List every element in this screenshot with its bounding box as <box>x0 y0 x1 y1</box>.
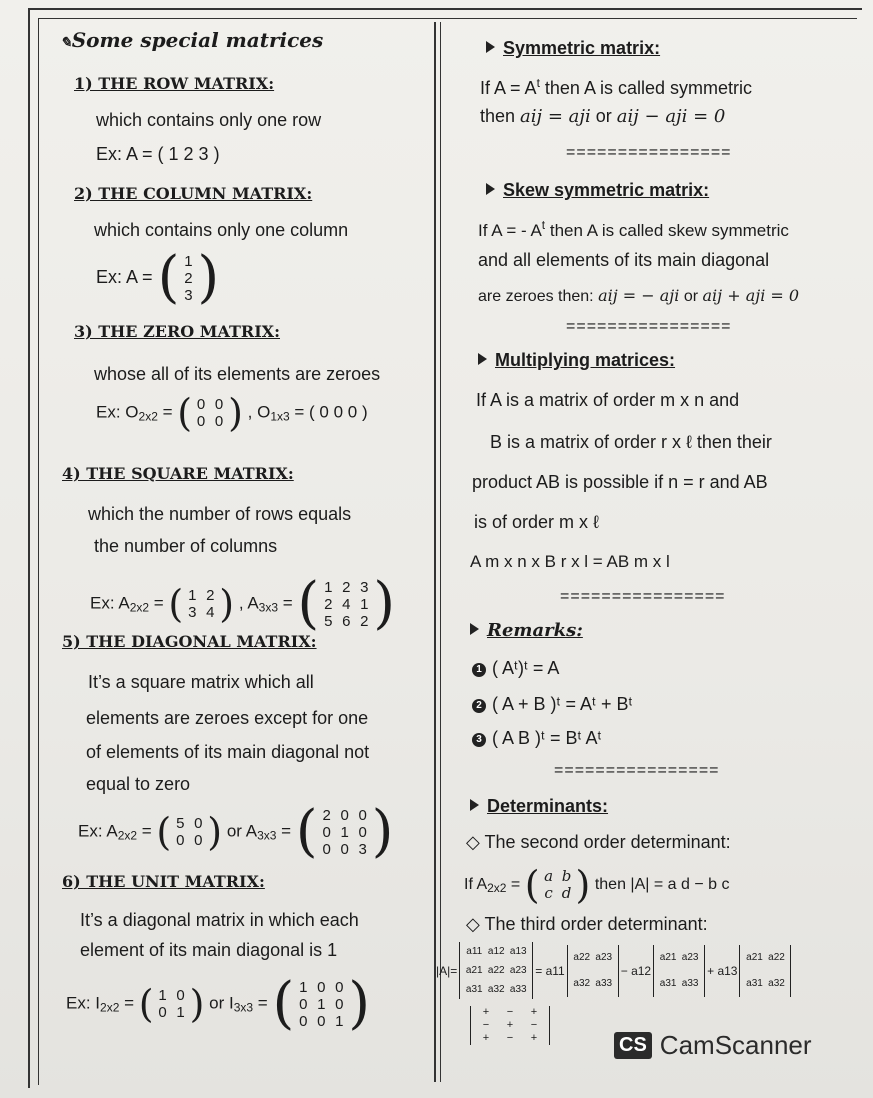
skew-line1: If A = - $A^t$ then A is called skew symmetric <box>478 218 789 240</box>
arrow-icon <box>470 799 479 811</box>
column-divider <box>434 22 436 1082</box>
diamond-icon: ◇ <box>466 832 480 852</box>
arrow-icon <box>486 183 495 195</box>
unit-desc1: It’s a diagonal matrix in which each <box>80 910 359 930</box>
row-matrix-heading: 1) THE ROW MATRIX: <box>74 74 275 93</box>
remarks-heading: Remarks: <box>470 620 583 641</box>
arrow-icon <box>470 623 479 635</box>
zero-matrix-example: Ex: $O_{2x2}$ = ( 0 0 0 0 ) , $O_{1x3}$ = ( 0 0 0 ) <box>96 391 368 435</box>
separator: ================ <box>554 762 720 779</box>
separator: ================ <box>560 588 726 605</box>
remark-1: 1 ( Aᵗ)ᵗ = A <box>472 658 559 679</box>
diagonal-desc2: elements are zeroes except for one <box>86 708 369 728</box>
multiplying-heading: Multiplying matrices: <box>478 350 675 371</box>
det-3x3: a11 a12 a13 a21 a22 a23 a31 a32 a33 <box>459 942 533 999</box>
unit-matrix-heading: 6) THE UNIT MATRIX: <box>62 872 265 891</box>
third-order-formula: |A|= a11 a12 a13 a21 a22 a23 a31 a32 a33 = a11 a22 a23 a32 a33 − a12 a21 a23 a31 a33 + a13 a21 a22 a31 a32 <box>436 942 791 999</box>
arrow-icon <box>486 41 495 53</box>
multiply-line1: If A is a matrix of order m x n and <box>476 390 740 410</box>
column-matrix-desc: which contains only one column <box>94 220 349 240</box>
second-order-example: If $A_{2x2}$ = ( a b c d ) then |A| = a d − b c <box>464 863 730 907</box>
remark-3: 3 ( A B )ᵗ = Bᵗ Aᵗ <box>472 728 601 749</box>
row-matrix-desc: which contains only one row <box>96 110 322 130</box>
separator: ================ <box>566 318 732 335</box>
arrow-icon <box>478 353 487 365</box>
camscanner-logo: CS <box>614 1032 652 1059</box>
remark-2: 2 ( A + B )ᵗ = Aᵗ + Bᵗ <box>472 694 632 715</box>
camscanner-name: CamScanner <box>659 1030 812 1060</box>
square-matrix-example: Ex: $A_{2x2}$ = ( 1 2 3 4 ) , $A_{3x3}$ = ( 1 2 3 2 4 1 5 6 2 ) <box>90 571 396 636</box>
symmetric-line2: then aij = aji or aij − aji = 0 <box>480 106 726 127</box>
det-minor-1: a22 a23 a32 a33 <box>567 945 619 997</box>
square-matrix-heading: 4) THE SQUARE MATRIX: <box>62 464 294 483</box>
zero-matrix-desc: whose all of its elements are zeroes <box>94 364 381 384</box>
column-divider-inner <box>440 22 441 1082</box>
column-matrix-values: 1 2 3 <box>184 252 193 304</box>
unit-matrix-example: Ex: $I_{2x2}$ = ( 1 0 0 1 ) or $I_{3x3}$ = ( 1 0 0 0 1 0 0 0 1 ) <box>66 971 371 1036</box>
column-matrix-example: Ex: A = ( 1 2 3 ) <box>96 245 220 310</box>
det-minor-2: a21 a23 a31 a33 <box>653 945 705 997</box>
det-minor-3: a21 a22 a31 a32 <box>739 945 791 997</box>
determinants-heading: Determinants: <box>470 796 608 817</box>
unit-desc2: element of its main diagonal is 1 <box>80 940 338 960</box>
diagonal-matrix-example: Ex: $A_{2x2}$ = ( 5 0 0 0 ) or $A_{3x3}$ = ( 2 0 0 0 1 0 0 0 3 ) <box>78 799 394 864</box>
skew-heading: Skew symmetric matrix: <box>486 180 709 201</box>
second-order-label: ◇ The second order determinant: <box>466 832 731 852</box>
diagonal-matrix-heading: 5) THE DIAGONAL MATRIX: <box>62 632 317 651</box>
symmetric-line1: If $A = A^t$ then A is called symmetric <box>480 76 752 98</box>
third-order-label: ◇ The third order determinant: <box>466 914 708 934</box>
square-matrix-desc2: the number of columns <box>94 536 278 556</box>
square-matrix-desc1: which the number of rows equals <box>88 504 352 524</box>
skew-line3: are zeroes then: aij = − aji or aij + aji = 0 <box>478 286 800 305</box>
page-title: ✎Some special matrices <box>60 28 324 52</box>
multiply-line4: is of order m x ℓ <box>474 512 599 532</box>
separator: ================ <box>566 144 732 161</box>
sign-matrix: + − + − + − + − + <box>470 1006 550 1045</box>
row-matrix-example: Ex: A = ( 1 2 3 ) <box>96 144 220 164</box>
column-matrix-heading: 2) THE COLUMN MATRIX: <box>74 184 313 203</box>
pencil-icon: ✎ <box>60 35 72 51</box>
skew-line2: and all elements of its main diagonal <box>478 250 770 270</box>
multiply-line3: product AB is possible if n = r and AB <box>472 472 768 492</box>
multiply-line5: A m x n x B r x l = AB m x l <box>470 552 670 571</box>
diagonal-desc4: equal to zero <box>86 774 191 794</box>
diagonal-desc1: It’s a square matrix which all <box>88 672 314 692</box>
diamond-icon: ◇ <box>466 914 480 934</box>
zero-matrix-heading: 3) THE ZERO MATRIX: <box>74 322 280 341</box>
camscanner-watermark <box>614 1030 812 1061</box>
symmetric-heading: Symmetric matrix: <box>486 38 660 59</box>
multiply-line2: B is a matrix of order r x ℓ then their <box>490 432 772 452</box>
diagonal-desc3: of elements of its main diagonal not <box>86 742 370 762</box>
